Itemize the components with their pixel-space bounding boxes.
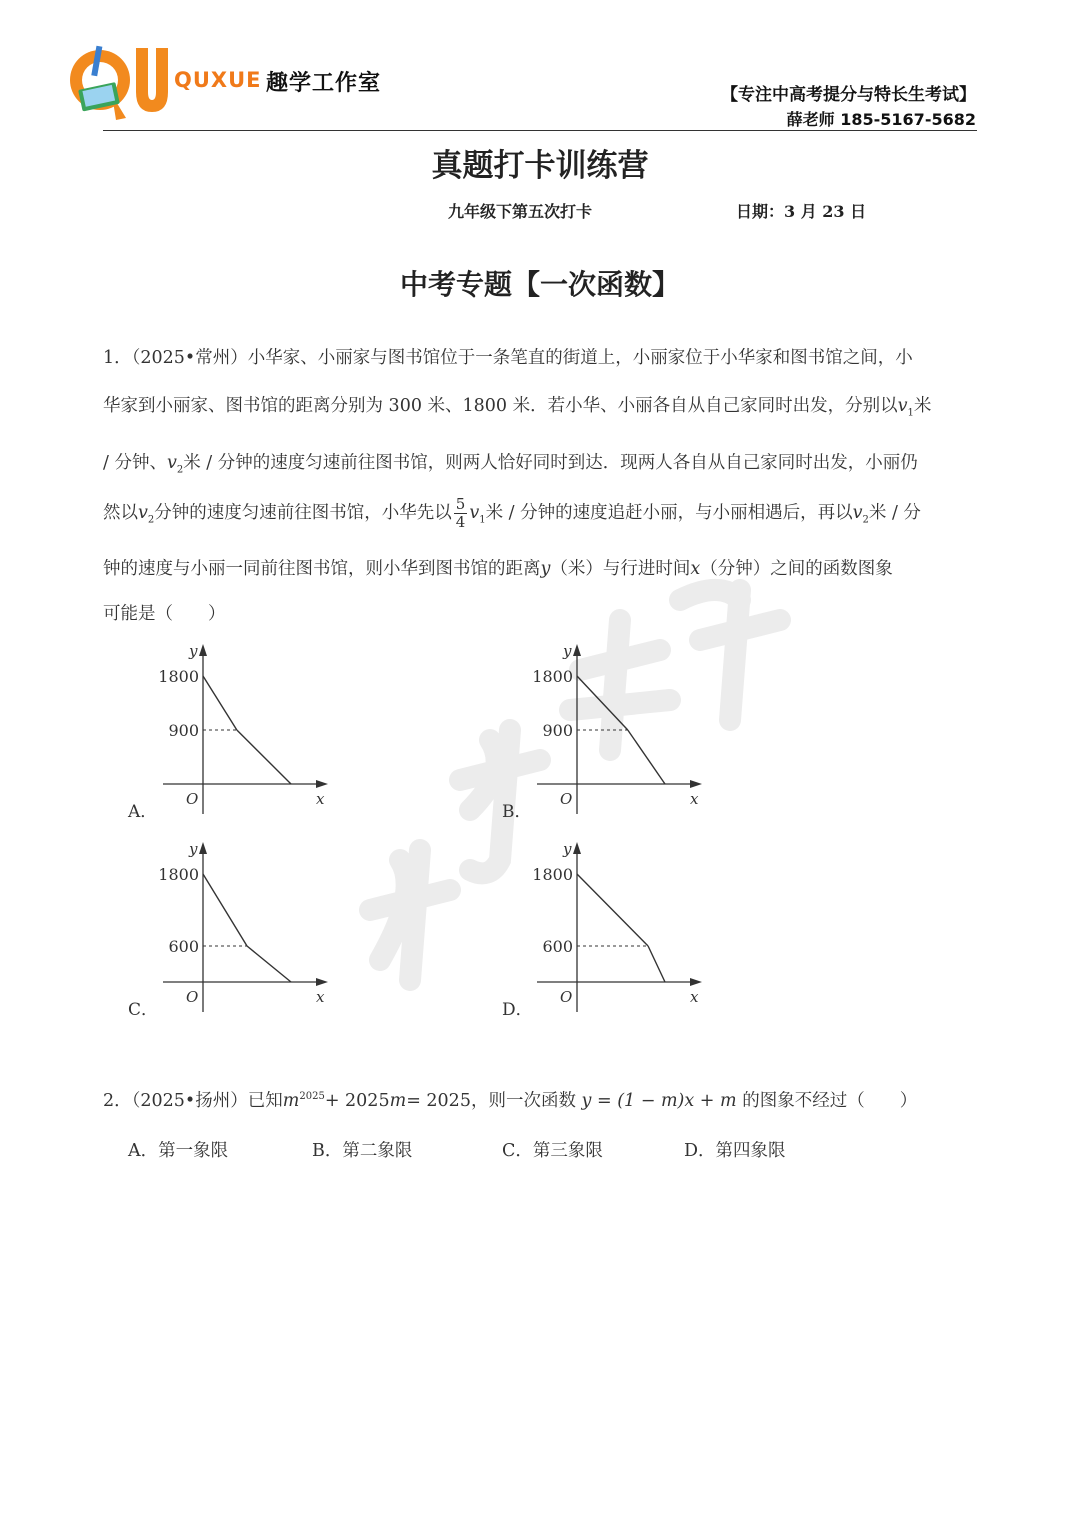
graph-option-d xyxy=(524,834,714,1014)
y-axis-label: y xyxy=(189,840,198,858)
topic-heading: 中考专题【一次函数】 xyxy=(399,268,680,301)
origin-label: O xyxy=(186,790,199,808)
page-title: 真题打卡训练营 xyxy=(431,148,649,184)
date-label: 日期：3 月 23 日 xyxy=(736,202,867,221)
y-tick-label-1800: 1800 xyxy=(158,667,199,686)
graph-segment-2 xyxy=(648,946,665,982)
origin-label: O xyxy=(186,988,199,1006)
x-axis-arrow xyxy=(690,780,702,788)
brand-chinese: 趣学工作室 xyxy=(266,71,382,96)
graph-option-a xyxy=(150,636,340,816)
tagline: 【专注中高考提分与特长生考试】 xyxy=(721,85,976,105)
graph-option-b xyxy=(524,636,714,816)
q2-choice-a[interactable]: A．第一象限 xyxy=(128,1141,229,1161)
y-tick-label-900: 900 xyxy=(542,721,573,740)
q1-line-5: 钟的速度与小丽一同前往图书馆，则小华到图书馆的距离y（米）与行进时间x（分钟）之间的函数图象 xyxy=(103,559,893,579)
x-axis-label: x xyxy=(690,790,699,808)
x-axis-arrow xyxy=(690,978,702,986)
x-axis-label: x xyxy=(316,790,325,808)
fraction-five-fourths: $\frac{5}{4}$ xyxy=(455,495,466,531)
q2-stem: 2．（2025•扬州）已知$m^{2025}+ 2025m= 2025$，则一次函数 y = (1 − m)x + m 的图象不经过（ ） xyxy=(103,1091,918,1111)
y-axis-label: y xyxy=(563,840,572,858)
graph-segment-1 xyxy=(577,874,648,946)
y-axis-arrow xyxy=(199,842,207,854)
graph-segment-2 xyxy=(247,946,291,982)
x-axis-label: x xyxy=(690,988,699,1006)
y-axis-label: y xyxy=(563,642,572,660)
q2-choice-d[interactable]: D．第四象限 xyxy=(684,1141,786,1161)
q1-line-3: / 分钟、$v_2$米 / 分钟的速度匀速前往图书馆，则两人恰好同时到达．现两人各自从自己家同时出发，小丽仍 xyxy=(103,453,918,476)
y-tick-label-1800: 1800 xyxy=(158,865,199,884)
y-axis-arrow xyxy=(573,842,581,854)
graph-segment-1 xyxy=(203,874,247,946)
y-tick-label-600: 600 xyxy=(542,937,573,956)
brand-english: QUXUE xyxy=(174,68,262,92)
y-tick-label-1800: 1800 xyxy=(532,667,573,686)
graph-segment-1 xyxy=(203,676,237,730)
q1-line-6: 可能是（ ） xyxy=(103,604,226,624)
q1-line-4: 然以$v_2$分钟的速度匀速前往图书馆，小华先以 $\frac{5}{4}$ $v_1$米 / 分钟的速度追赶小丽，与小丽相遇后，再以$v_2$米 / 分 xyxy=(103,495,921,531)
header-divider xyxy=(103,130,977,131)
y-axis-label: y xyxy=(189,642,198,660)
graph-segment-2 xyxy=(237,730,291,784)
option-a-label: A． xyxy=(128,802,158,822)
q2-choice-b[interactable]: B．第二象限 xyxy=(312,1141,413,1161)
x-axis-arrow xyxy=(316,978,328,986)
q1-line-1: 1．（2025•常州）小华家、小丽家与图书馆位于一条笔直的街道上，小丽家位于小华家和图书馆之间，小 xyxy=(103,348,913,368)
graph-segment-1 xyxy=(577,676,628,730)
session-label: 九年级下第五次打卡 xyxy=(448,202,593,221)
x-axis-label: x xyxy=(316,988,325,1006)
origin-label: O xyxy=(560,988,573,1006)
graph-segment-2 xyxy=(628,730,665,784)
teacher-phone: 薛老师 185-5167-5682 xyxy=(786,110,976,129)
q1-line-2: 华家到小丽家、图书馆的距离分别为 300 米、1800 米．若小华、小丽各自从自己家同时出发，分别以$v_1$米 xyxy=(103,396,932,419)
y-axis-arrow xyxy=(199,644,207,656)
option-d-label: D． xyxy=(502,1000,533,1020)
y-tick-label-1800: 1800 xyxy=(532,865,573,884)
q2-choice-c[interactable]: C．第三象限 xyxy=(502,1141,603,1161)
y-axis-arrow xyxy=(573,644,581,656)
origin-label: O xyxy=(560,790,573,808)
graph-option-c xyxy=(150,834,340,1014)
option-c-label: C． xyxy=(128,1000,159,1020)
y-tick-label-600: 600 xyxy=(168,937,199,956)
y-tick-label-900: 900 xyxy=(168,721,199,740)
option-b-label: B． xyxy=(502,802,532,822)
x-axis-arrow xyxy=(316,780,328,788)
